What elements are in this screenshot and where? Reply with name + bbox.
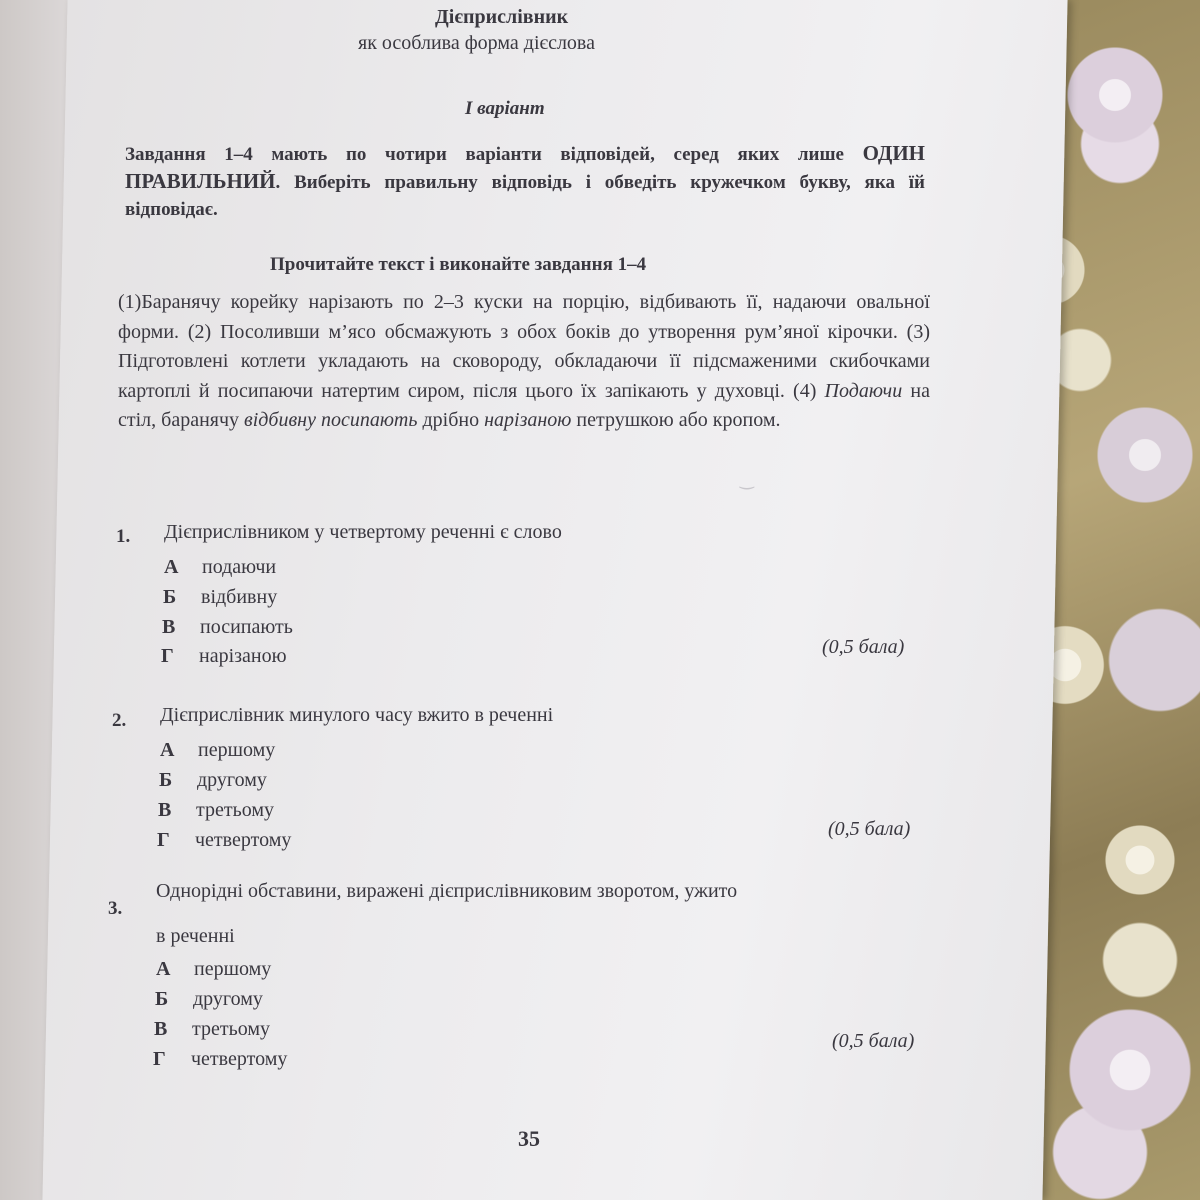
option-letter: В xyxy=(158,799,172,821)
score-label: (0,5 бала) xyxy=(822,636,905,658)
question-text: Дієприслівник минулого часу вжито в реченні xyxy=(160,704,554,726)
option-letter: В xyxy=(162,616,176,638)
option-text: відбивну xyxy=(201,586,278,608)
bleed-through-mark: ‿ xyxy=(740,470,754,489)
passage-text: дрібно xyxy=(417,409,485,431)
variant-heading: I варіант xyxy=(465,98,545,119)
passage-text: (1)Баранячу корейку нарізають по 2–3 куски на порцію, відбивають її, надаючи овальної форми. (2) Посоливши м’ясо обсмажують з обох боків до утворення рум’яної кірочки. (3) Підготовлені котлети укладають на сковороду, обкладаючи її підсмаженими скибочками картоплі й посипаючи натертим сиром, після цього їх запікають у духовці. (4) xyxy=(118,291,930,402)
read-task-heading: Прочитайте текст і виконайте завдання 1–4 xyxy=(270,254,647,275)
option-text: другому xyxy=(197,769,267,791)
instructions-part2: . Виберіть правильну відповідь і обведіть кружечком букву, яка їй відповідає. xyxy=(125,172,925,220)
score-label: (0,5 бала) xyxy=(832,1030,915,1052)
answer-option[interactable] xyxy=(153,1048,287,1071)
answer-option[interactable] xyxy=(156,958,271,981)
score-label: (0,5 бала) xyxy=(828,818,911,840)
answer-option[interactable] xyxy=(163,586,277,609)
answer-option[interactable] xyxy=(161,645,287,668)
question-number: 3. xyxy=(108,898,123,919)
option-letter: Б xyxy=(159,769,173,791)
option-letter: Г xyxy=(161,645,174,667)
passage-word-italic: відбивну посипають xyxy=(244,409,418,431)
option-letter: А xyxy=(160,739,175,761)
option-letter: А xyxy=(164,556,179,578)
chapter-subtitle: як особлива форма дієслова xyxy=(358,32,595,54)
instructions-emphasis: ОДИН ПРАВИЛЬНИЙ xyxy=(125,141,925,193)
option-letter: Г xyxy=(153,1048,166,1070)
option-text: третьому xyxy=(192,1018,270,1040)
answer-option[interactable] xyxy=(159,769,267,792)
option-text: нарізаною xyxy=(199,645,287,667)
option-letter: Б xyxy=(163,586,177,608)
option-text: першому xyxy=(198,739,276,761)
option-text: четвертому xyxy=(191,1048,288,1070)
option-text: подаючи xyxy=(202,556,277,578)
option-letter: Б xyxy=(155,988,169,1010)
option-letter: В xyxy=(154,1018,168,1040)
instructions-part1: Завдання 1–4 мають по чотири варіанти відповідей, серед яких лише xyxy=(125,144,844,165)
reading-passage xyxy=(118,288,930,436)
answer-option[interactable] xyxy=(157,829,291,852)
option-text: третьому xyxy=(196,799,274,821)
answer-option[interactable] xyxy=(158,799,274,822)
option-text: посипають xyxy=(200,616,293,638)
question-number: 2. xyxy=(112,710,127,731)
question-number: 1. xyxy=(116,526,131,547)
answer-option[interactable] xyxy=(162,616,293,639)
option-letter: Г xyxy=(157,829,170,851)
passage-text: на стіл, баранячу xyxy=(118,379,930,431)
page-number: 35 xyxy=(518,1126,540,1151)
option-text: четвертому xyxy=(195,829,292,851)
passage-text: петрушкою або кропом. xyxy=(571,409,781,431)
instructions xyxy=(125,140,925,223)
option-text: першому xyxy=(194,958,272,980)
answer-option[interactable] xyxy=(155,988,263,1011)
option-letter: А xyxy=(156,958,171,980)
question-text: Дієприслівником у четвертому реченні є слово xyxy=(164,521,562,543)
answer-option[interactable] xyxy=(160,739,275,762)
chapter-title: Дієприслівник xyxy=(435,6,569,28)
answer-option[interactable] xyxy=(164,556,276,579)
passage-word-italic: Подаючи xyxy=(824,379,903,402)
question-text: Однорідні обставини, виражені дієприслівниковим зворотом, ужито xyxy=(156,880,738,902)
option-text: другому xyxy=(193,988,263,1010)
question-text-continued: в реченні xyxy=(156,925,235,947)
passage-word-italic: нарізаною xyxy=(484,409,572,431)
answer-option[interactable] xyxy=(154,1018,270,1041)
